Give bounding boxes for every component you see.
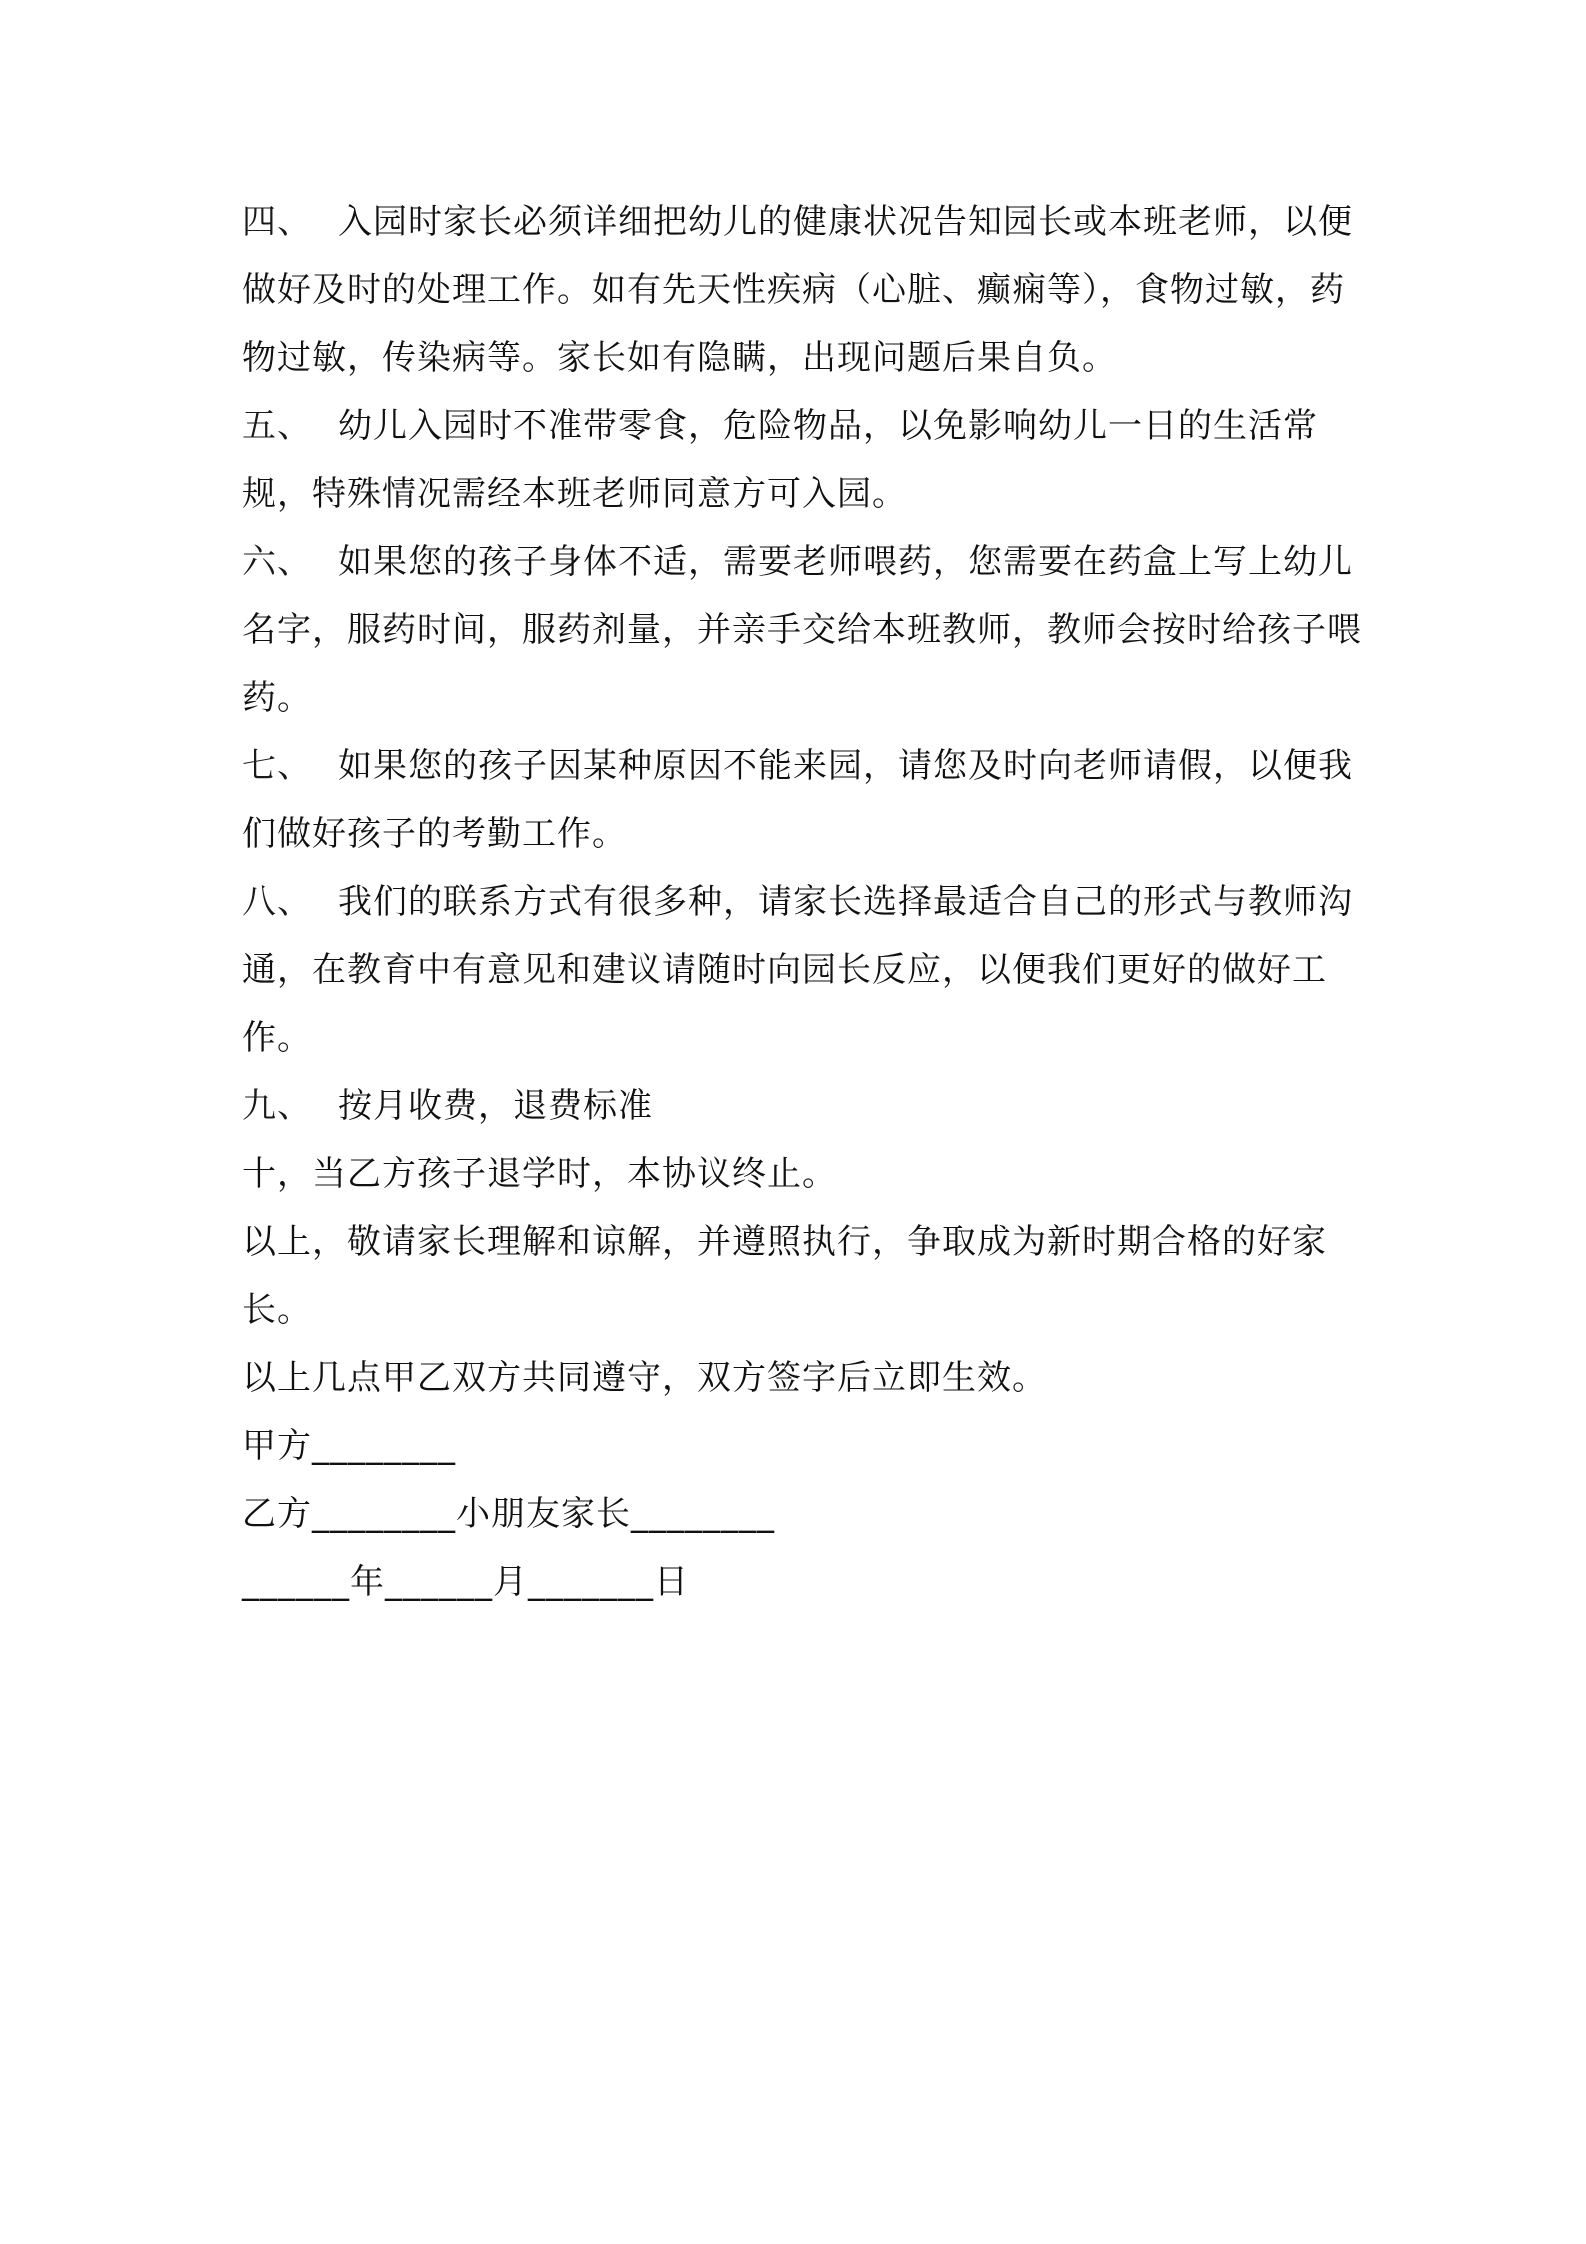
document-body [242, 188, 1362, 1616]
clause-6 [242, 528, 1362, 732]
clause-9 [242, 1072, 1362, 1140]
clause-number: 六、 [242, 542, 312, 582]
party-a-signature-line: 甲方________ [242, 1426, 456, 1466]
effective-statement: 以上几点甲乙双方共同遵守，双方签字后立即生效。 [242, 1358, 1047, 1398]
clause-text: 如果您的孩子因某种原因不能来园，请您及时向老师请假，以便我们做好孩子的考勤工作。 [242, 746, 1353, 854]
clause-text: 幼儿入园时不准带零食，危险物品，以免影响幼儿一日的生活常规，特殊情况需经本班老师同意方可入园。 [242, 406, 1318, 514]
clause-number: 五、 [242, 406, 312, 446]
clause-7 [242, 732, 1362, 868]
clause-number: 九、 [242, 1086, 312, 1126]
clause-number: 七、 [242, 746, 312, 786]
clause-4 [242, 188, 1362, 392]
clause-number: 四、 [242, 202, 312, 242]
clause-text: 入园时家长必须详细把幼儿的健康状况告知园长或本班老师，以便做好及时的处理工作。如有先天性疾病（心脏、癫痫等），食物过敏，药物过敏，传染病等。家长如有隐瞒，出现问题后果自负。 [242, 202, 1353, 378]
clause-5 [242, 392, 1362, 528]
clause-8 [242, 868, 1362, 1072]
closing-statement: 以上，敬请家长理解和谅解，并遵照执行，争取成为新时期合格的好家长。 [242, 1222, 1327, 1330]
clause-number: 八、 [242, 882, 312, 922]
clause-text: 我们的联系方式有很多种，请家长选择最适合自己的形式与教师沟通，在教育中有意见和建议请随时向园长反应，以便我们更好的做好工作。 [242, 882, 1353, 1058]
date-line: ______年______月_______日 [242, 1562, 689, 1602]
party-b-signature-line: 乙方________小朋友家长________ [242, 1494, 775, 1534]
clause-text: 如果您的孩子身体不适，需要老师喂药，您需要在药盒上写上幼儿名字，服药时间，服药剂量，并亲手交给本班教师，教师会按时给孩子喂药。 [242, 542, 1362, 718]
clause-text: 按月收费，退费标准 [338, 1086, 653, 1126]
clause-10: 十，当乙方孩子退学时，本协议终止。 [242, 1154, 837, 1194]
